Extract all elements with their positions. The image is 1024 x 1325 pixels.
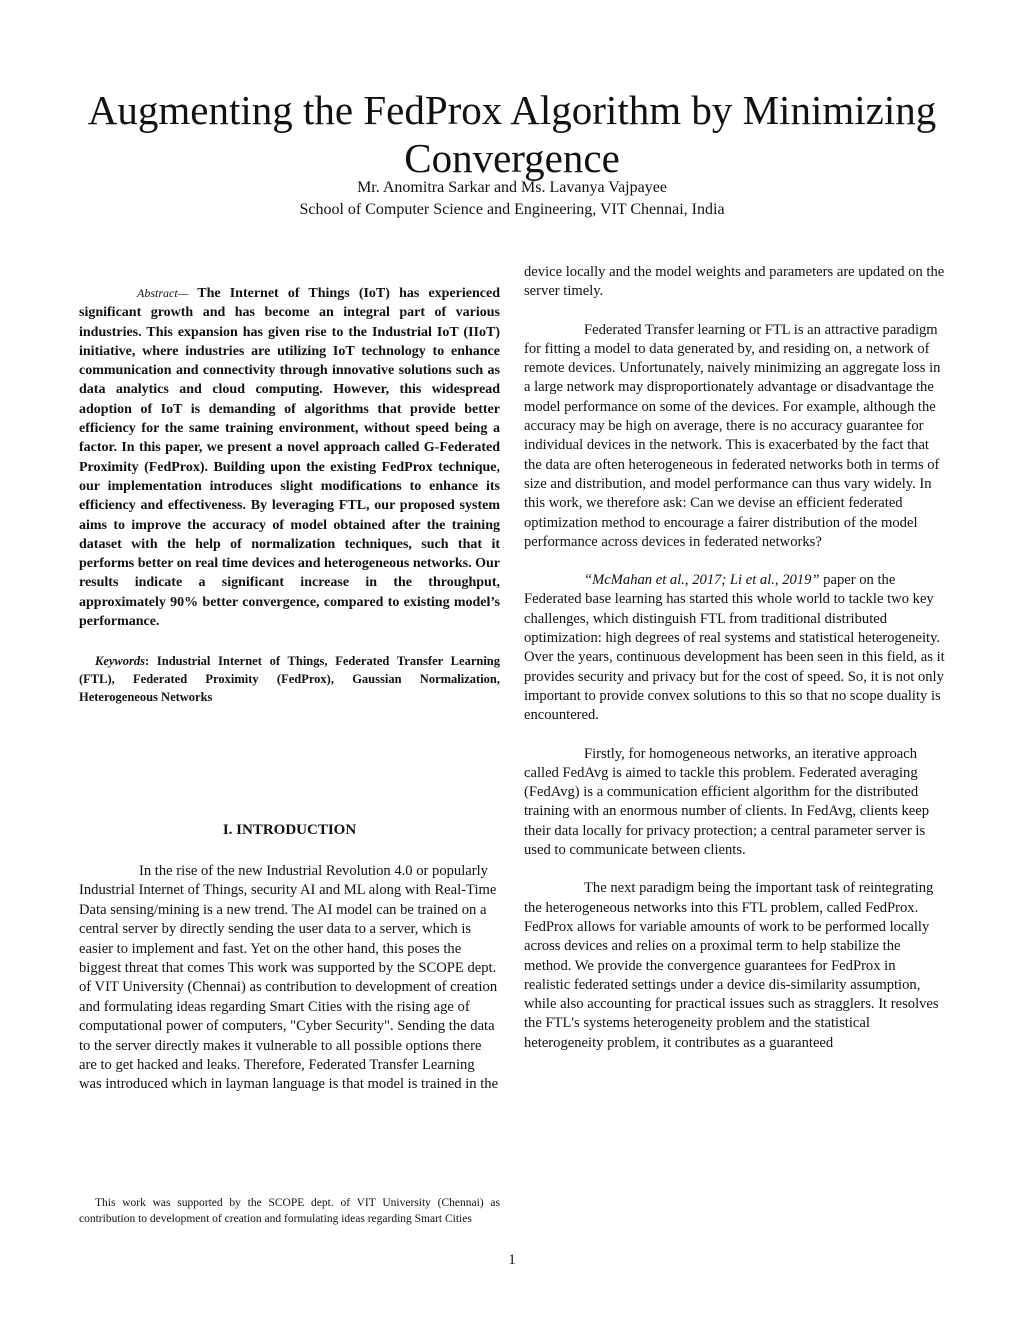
- right-paragraph-1: device locally and the model weights and parameters are updated on the server timely.: [524, 264, 945, 300]
- paper-title: Augmenting the FedProx Algorithm by Minimizing Convergence: [87, 87, 937, 181]
- footnote: This work was supported by the SCOPE dept. of VIT University (Chennai) as contribution to development of creation and formulating ideas regarding Smart Cities: [79, 1197, 500, 1225]
- right-column: [524, 263, 945, 1072]
- page-number: 1: [508, 1252, 516, 1268]
- right-paragraph-3: [524, 571, 945, 725]
- keywords: [79, 652, 500, 706]
- left-column: [79, 284, 500, 706]
- right-paragraph-3-text: paper on the Federated base learning has started this whole world to tackle two key challenges, which distinguish FTL from traditional distributed optimization: high degrees of real systems and statistical heterogeneity. Over the years, continuous development has been seen in this field, as it provides security and privacy but for the cost of speed. So, it is not only important to provide convex solutions to this so that no scope duality is encountered.: [524, 572, 945, 724]
- section-heading-introduction: I. INTRODUCTION: [222, 822, 357, 838]
- abstract-lead: Abstract—: [137, 286, 189, 300]
- affiliation: School of Computer Science and Engineering, VIT Chennai, India: [299, 201, 725, 218]
- right-paragraph-4: Firstly, for homogeneous networks, an iterative approach called FedAvg is aimed to tackle this problem. Federated averaging (FedAvg) is a communication efficient algorithm for the distributed training with an enormous number of clients. In FedAvg, clients keep their data locally for privacy protection; a central parameter server is used to communicate between clients.: [524, 745, 930, 859]
- keywords-lead: Keywords: [95, 654, 145, 669]
- citation: “McMahan et al., 2017; Li et al., 2019”: [584, 572, 820, 589]
- keywords-text: : Industrial Internet of Things, Federated Transfer Learning (FTL), Federated Proximity (FedProx), Gaussian Normalization, Heterogeneous Networks: [79, 654, 500, 705]
- introduction-paragraph: In the rise of the new Industrial Revolution 4.0 or popularly Industrial Internet of Things, security AI and ML along with Real-Time Data sensing/mining is a new trend. The AI model can be trained on a central server by directly sending the user data to a server, which is easier to implement and fast. Yet on the other hand, this poses the biggest threat that comes This work was supported by the SCOPE dept. of VIT University (Chennai) as contribution to development of creation and formulating ideas regarding Smart Cities with the rising age of computational power of computers, "Cyber Security". Sending the data to the server directly makes it vulnerable to all possible options there are to get hacked and leaks. Therefore, Federated Transfer Learning was introduced which in layman language is that model is trained in the: [79, 863, 499, 1093]
- abstract-text: The Internet of Things (IoT) has experienced significant growth and has become an integral part of various industries. This expansion has given rise to the Industrial IoT (IIoT) initiative, where industries are utilizing IoT technology to enhance communication and connectivity through innovative solutions such as data analytics and cloud computing. However, this widespread adoption of IoT is demanding of algorithms that provide better efficiency for the same training environment, without speed being a factor. In this paper, we present a novel approach called G-Federated Proximity (FedProx). Building upon the existing FedProx technique, our implementation introduces slight modifications to enhance its efficiency and effectiveness. By leveraging FTL, our proposed system aims to improve the accuracy of model obtained after the training dataset with the help of normalization techniques, such that it performs better on real time devices and heterogeneous networks. Our results indicate a significant increase in the throughput, approximately 90% better convergence, compared to existing model’s performance.: [79, 286, 500, 630]
- right-paragraph-5: The next paradigm being the important task of reintegrating the heterogeneous networks into this FTL problem, called FedProx. FedProx allows for variable amounts of work to be performed locally across devices and relies on a proximal term to help stabilize the method. We provide the convergence guarantees for FedProx in realistic federated settings under a device dis-similarity assumption, while also accounting for practical issues such as stragglers. It resolves the FTL's systems heterogeneity problem and the statistical heterogeneity problem, it contributes as a guaranteed: [524, 880, 939, 1051]
- right-paragraph-2: Federated Transfer learning or FTL is an attractive paradigm for fitting a model to data generated by, and residing on, a network of remote devices. Unfortunately, naively minimizing an aggregate loss in a large network may disproportionately advantage or disadvantage the model performance on some of the devices. For example, although the accuracy may be high on average, there is no accuracy guarantee for individual devices in the network. This is exacerbated by the fact that the data are often heterogeneous in federated networks both in terms of size and distribution, and model performance can thus vary widely. In this work, we therefore ask: Can we devise an efficient federated optimization method to encourage a fairer distribution of the model performance across devices in federated networks?: [524, 321, 941, 550]
- abstract: [79, 284, 500, 631]
- authors: Mr. Anomitra Sarkar and Ms. Lavanya Vajpayee: [357, 179, 667, 196]
